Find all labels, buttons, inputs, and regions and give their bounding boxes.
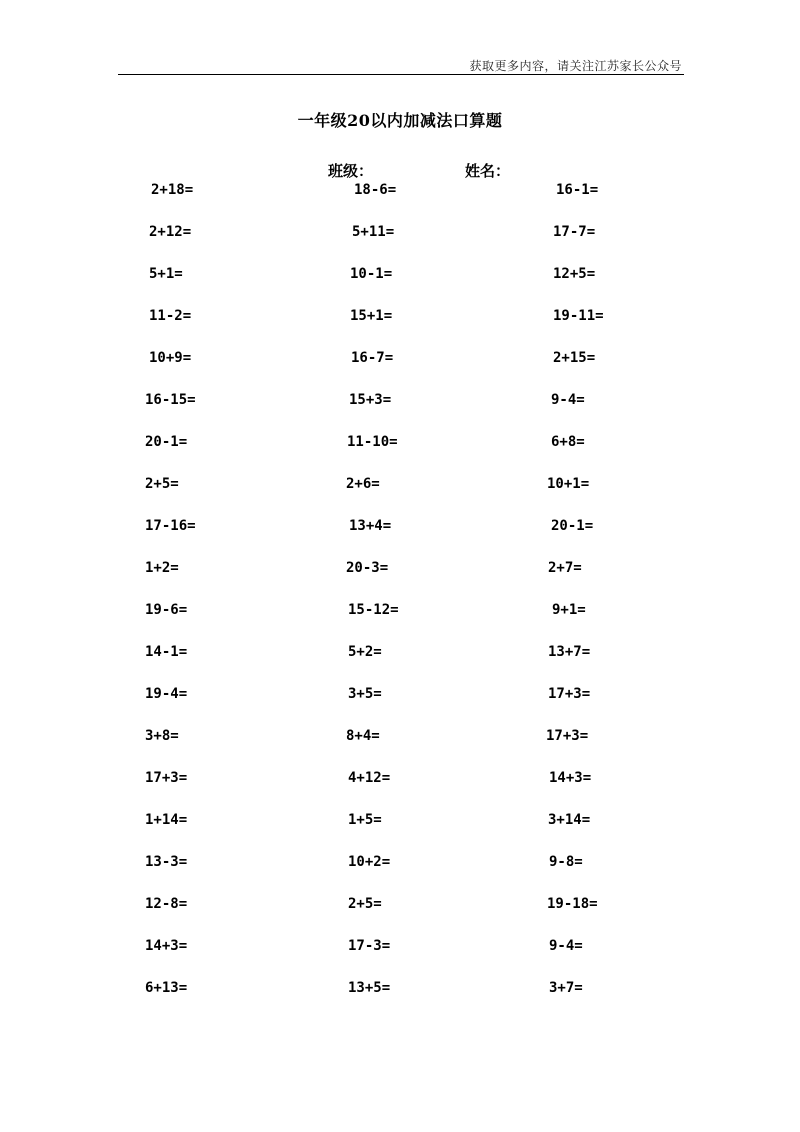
problem-c1-r10: 1+2=: [145, 560, 179, 576]
problem-c3-r15: 14+3=: [549, 770, 592, 786]
problem-c1-r14: 3+8=: [145, 728, 179, 744]
problem-c3-r2: 17-7=: [553, 224, 596, 240]
problem-c2-r4: 15+1=: [350, 308, 393, 324]
name-label: 姓名：: [465, 162, 511, 180]
problem-c1-r16: 1+14=: [145, 812, 188, 828]
problem-c1-r7: 20-1=: [145, 434, 188, 450]
problem-c3-r20: 3+7=: [549, 980, 583, 996]
problem-c3-r9: 20-1=: [551, 518, 594, 534]
problem-c3-r5: 2+15=: [553, 350, 596, 366]
problem-c1-r11: 19-6=: [145, 602, 188, 618]
problem-c1-r13: 19-4=: [145, 686, 188, 702]
problem-c2-r12: 5+2=: [348, 644, 382, 660]
problem-c3-r6: 9-4=: [551, 392, 585, 408]
problem-c1-r6: 16-15=: [145, 392, 196, 408]
problem-c1-r3: 5+1=: [149, 266, 183, 282]
header-note: 获取更多内容，请关注江苏家长公众号: [469, 59, 682, 73]
problem-c2-r17: 10+2=: [348, 854, 391, 870]
problem-c1-r20: 6+13=: [145, 980, 188, 996]
problem-c1-r15: 17+3=: [145, 770, 188, 786]
problem-c2-r2: 5+11=: [352, 224, 395, 240]
problem-c2-r9: 13+4=: [349, 518, 392, 534]
class-label: 班级：: [328, 162, 374, 180]
problem-c2-r19: 17-3=: [348, 938, 391, 954]
problem-c2-r20: 13+5=: [348, 980, 391, 996]
problem-c3-r12: 13+7=: [548, 644, 591, 660]
problem-c2-r8: 2+6=: [346, 476, 380, 492]
problem-c3-r7: 6+8=: [551, 434, 585, 450]
page-title: 一年级20以内加减法口算题: [297, 111, 503, 130]
problem-c3-r18: 19-18=: [547, 896, 598, 912]
problem-c2-r16: 1+5=: [348, 812, 382, 828]
problem-c2-r5: 16-7=: [351, 350, 394, 366]
problem-c3-r14: 17+3=: [546, 728, 589, 744]
problem-c3-r19: 9-4=: [549, 938, 583, 954]
problem-c2-r3: 10-1=: [350, 266, 393, 282]
problem-c1-r4: 11-2=: [149, 308, 192, 324]
problem-c1-r12: 14-1=: [145, 644, 188, 660]
problem-c3-r16: 3+14=: [548, 812, 591, 828]
problem-c3-r13: 17+3=: [548, 686, 591, 702]
problem-c3-r4: 19-11=: [553, 308, 604, 324]
problem-c1-r19: 14+3=: [145, 938, 188, 954]
problem-c2-r7: 11-10=: [347, 434, 398, 450]
problem-c1-r18: 12-8=: [145, 896, 188, 912]
problem-c2-r14: 8+4=: [346, 728, 380, 744]
problem-c3-r3: 12+5=: [553, 266, 596, 282]
problem-c3-r1: 16-1=: [556, 182, 599, 198]
problem-c1-r9: 17-16=: [145, 518, 196, 534]
problem-c1-r2: 2+12=: [149, 224, 192, 240]
problem-c1-r1: 2+18=: [151, 182, 194, 198]
problem-c2-r6: 15+3=: [349, 392, 392, 408]
problem-c2-r1: 18-6=: [354, 182, 397, 198]
problem-c3-r10: 2+7=: [548, 560, 582, 576]
problem-c2-r13: 3+5=: [348, 686, 382, 702]
problem-c3-r17: 9-8=: [549, 854, 583, 870]
problem-c3-r8: 10+1=: [547, 476, 590, 492]
problem-c2-r11: 15-12=: [348, 602, 399, 618]
problem-c2-r18: 2+5=: [348, 896, 382, 912]
problem-c1-r5: 10+9=: [149, 350, 192, 366]
problem-c1-r17: 13-3=: [145, 854, 188, 870]
problem-c3-r11: 9+1=: [552, 602, 586, 618]
problem-c2-r10: 20-3=: [346, 560, 389, 576]
problem-c1-r8: 2+5=: [145, 476, 179, 492]
problem-c2-r15: 4+12=: [348, 770, 391, 786]
